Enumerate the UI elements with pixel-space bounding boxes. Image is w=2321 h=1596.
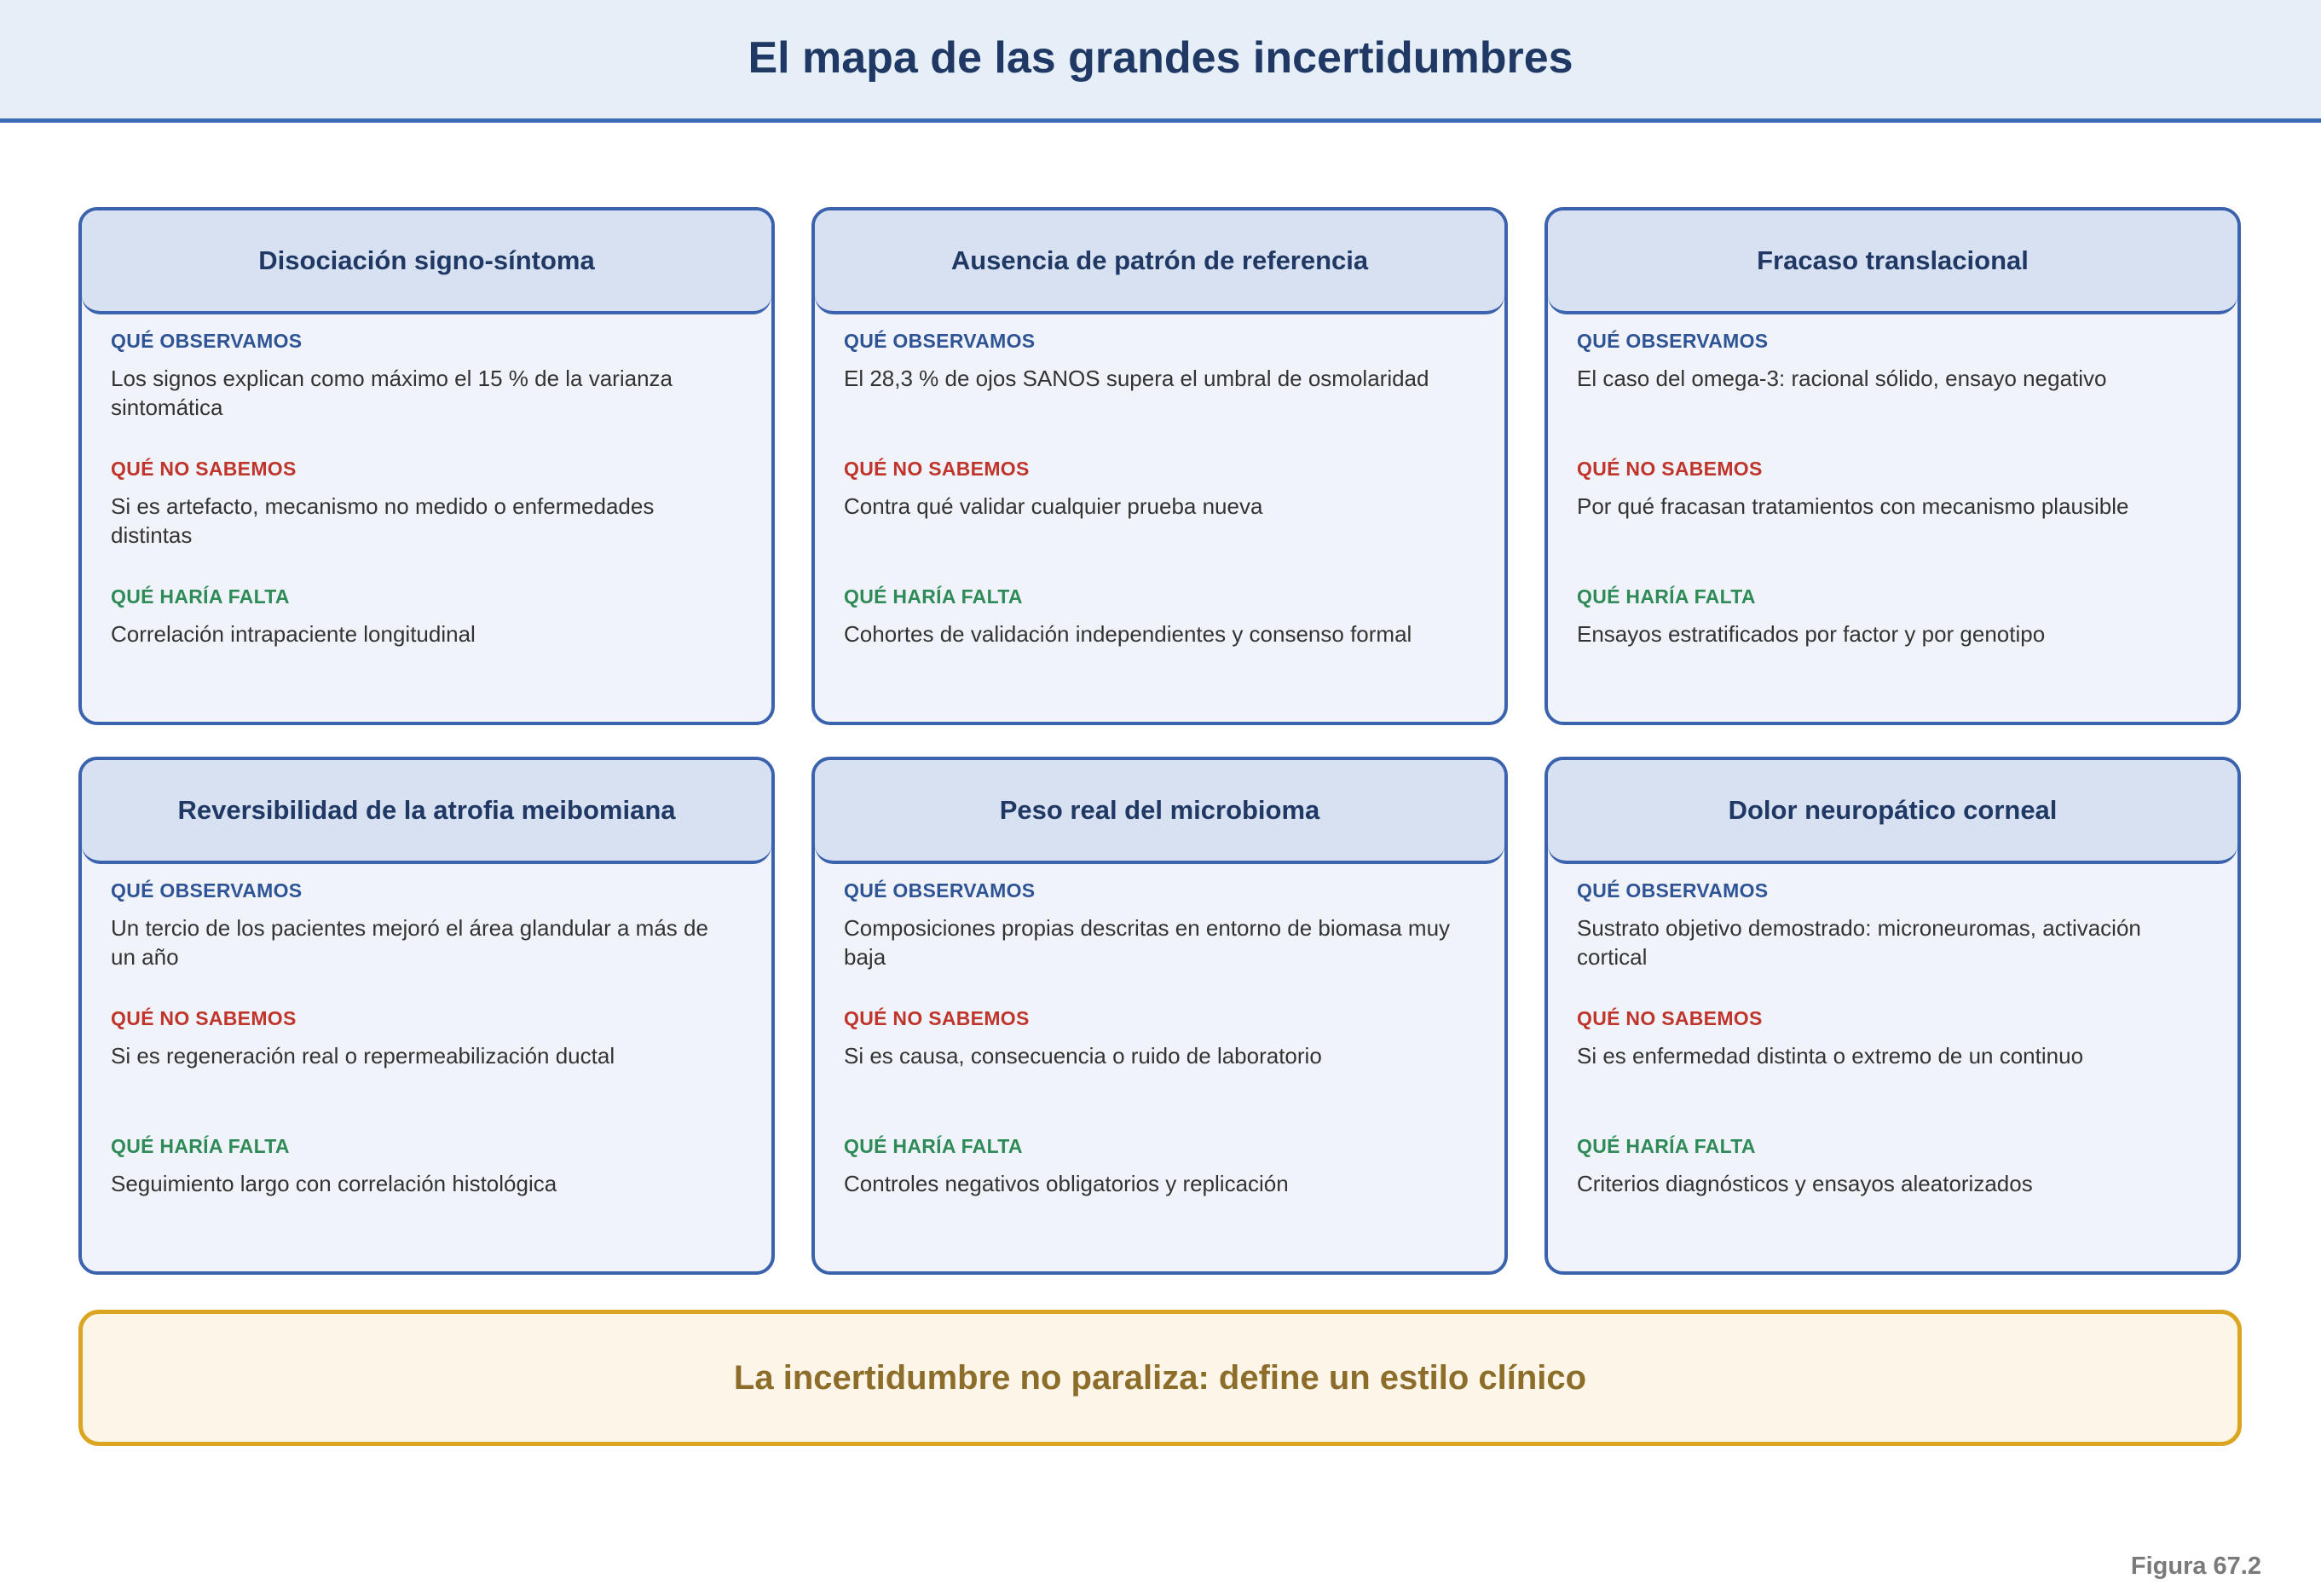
card-sign-symptom-dissociation [78, 207, 775, 725]
label-needed: QUÉ HARÍA FALTA [1577, 585, 1756, 608]
text-unknown: Contra qué validar cualquier prueba nueva [844, 493, 1263, 519]
label-observed: QUÉ OBSERVAMOS [1577, 330, 1769, 352]
page-title: El mapa de las grandes incertidumbres [748, 32, 1573, 83]
label-needed: QUÉ HARÍA FALTA [111, 585, 290, 608]
text-observed: El caso del omega-3: racional sólido, ensayo negativo [1577, 366, 2107, 391]
text-needed: Cohortes de validación independientes y consenso formal [844, 621, 1412, 647]
text-needed: Seguimiento largo con correlación histológica [111, 1171, 557, 1196]
text-unknown: Si es enfermedad distinta o extremo de un continuo [1577, 1043, 2084, 1069]
card-no-reference-standard [811, 207, 1508, 725]
conclusion-banner [78, 1310, 2242, 1446]
label-observed: QUÉ OBSERVAMOS [111, 879, 303, 902]
text-observed: Composiciones propias descritas en entorno de biomasa muy baja [844, 915, 1451, 970]
label-unknown: QUÉ NO SABEMOS [844, 458, 1030, 480]
section-unknown [111, 1005, 720, 1070]
card-translational-failure [1544, 207, 2241, 725]
text-needed: Ensayos estratificados por factor y por genotipo [1577, 621, 2046, 647]
section-unknown [1577, 456, 2186, 521]
section-observed [844, 328, 1453, 393]
card-title: Ausencia de patrón de referencia [950, 245, 1369, 275]
figure-label: Figura 67.2 [2130, 1553, 2261, 1580]
card-header [82, 760, 771, 864]
section-needed [844, 1133, 1453, 1198]
card-title: Peso real del microbioma [999, 795, 1320, 825]
label-unknown: QUÉ NO SABEMOS [111, 458, 297, 480]
section-unknown [844, 1005, 1453, 1070]
text-needed: Criterios diagnósticos y ensayos aleatorizados [1577, 1171, 2033, 1196]
section-needed [111, 584, 720, 648]
card-header [1548, 210, 2237, 314]
label-observed: QUÉ OBSERVAMOS [1577, 879, 1769, 902]
card-header [1548, 760, 2237, 864]
label-needed: QUÉ HARÍA FALTA [844, 1135, 1023, 1157]
text-observed: El 28,3 % de ojos SANOS supera el umbral de osmolaridad [844, 366, 1429, 391]
section-observed [844, 878, 1453, 971]
label-needed: QUÉ HARÍA FALTA [111, 1135, 290, 1157]
text-observed: Sustrato objetivo demostrado: microneuromas, activación cortical [1577, 915, 2141, 970]
card-header [815, 210, 1504, 314]
section-unknown [1577, 1005, 2186, 1070]
card-title: Reversibilidad de la atrofia meibomiana [177, 795, 676, 825]
header-bar [0, 0, 2321, 123]
card-title: Disociación signo-síntoma [258, 245, 595, 275]
text-unknown: Por qué fracasan tratamientos con mecanismo plausible [1577, 493, 2129, 519]
text-unknown: Si es regeneración real o repermeabilización ductal [111, 1043, 615, 1069]
text-needed: Correlación intrapaciente longitudinal [111, 621, 476, 647]
card-header [82, 210, 771, 314]
section-observed [1577, 328, 2186, 393]
section-unknown [844, 456, 1453, 521]
card-title: Fracaso translacional [1757, 245, 2029, 275]
banner-text: La incertidumbre no paraliza: define un estilo clínico [733, 1358, 1587, 1397]
section-needed [1577, 1133, 2186, 1198]
section-needed [844, 584, 1453, 648]
label-unknown: QUÉ NO SABEMOS [844, 1007, 1030, 1029]
label-observed: QUÉ OBSERVAMOS [111, 330, 303, 352]
section-needed [1577, 584, 2186, 648]
label-observed: QUÉ OBSERVAMOS [844, 330, 1036, 352]
card-header [815, 760, 1504, 864]
text-observed: Un tercio de los pacientes mejoró el área glandular a más de un año [111, 915, 708, 970]
text-unknown: Si es causa, consecuencia o ruido de laboratorio [844, 1043, 1322, 1069]
label-unknown: QUÉ NO SABEMOS [1577, 1007, 1763, 1029]
label-needed: QUÉ HARÍA FALTA [844, 585, 1023, 608]
section-observed [111, 328, 720, 422]
section-needed [111, 1133, 720, 1198]
text-observed: Los signos explican como máximo el 15 % de la varianza sintomática [111, 366, 673, 420]
card-title: Dolor neuropático corneal [1728, 795, 2058, 825]
text-needed: Controles negativos obligatorios y replicación [844, 1171, 1289, 1196]
section-observed [111, 878, 720, 971]
section-observed [1577, 878, 2186, 971]
label-observed: QUÉ OBSERVAMOS [844, 879, 1036, 902]
label-unknown: QUÉ NO SABEMOS [111, 1007, 297, 1029]
card-microbiome-weight [811, 757, 1508, 1275]
section-unknown [111, 456, 720, 550]
label-needed: QUÉ HARÍA FALTA [1577, 1135, 1756, 1157]
card-corneal-neuropathic-pain [1544, 757, 2241, 1275]
text-unknown: Si es artefacto, mecanismo no medido o enfermedades distintas [111, 493, 655, 548]
card-meibomian-atrophy-reversibility [78, 757, 775, 1275]
label-unknown: QUÉ NO SABEMOS [1577, 458, 1763, 480]
